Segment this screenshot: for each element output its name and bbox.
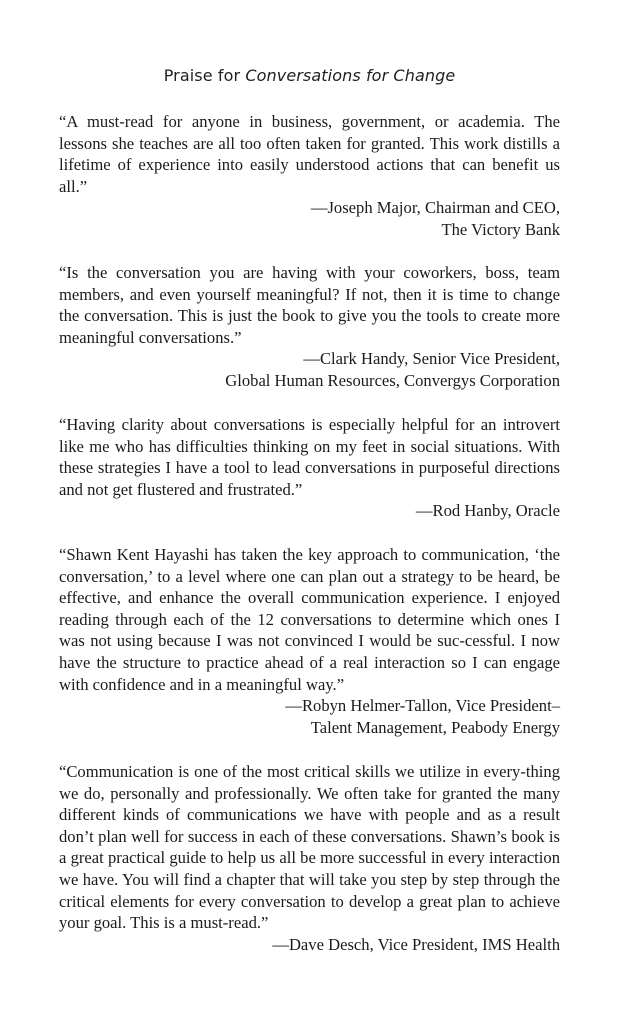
testimonial-quote: “Communication is one of the most critical skills we utilize in every-thing we do, personally and professionally. We often take for granted the many different kinds of communications we have with people and as a result don’t plan well for success in each of these conversations. Shawn’s book is a great practical guide to help us all be more successful in every interaction we have. You will find a chapter that will take you step by step through the critical elements for every conversation to develop a great plan to achieve your goal. This is a must-read.” <box>59 762 560 933</box>
attribution-line: Global Human Resources, Convergys Corporation <box>225 370 560 390</box>
testimonial-attribution <box>59 500 560 522</box>
testimonial-quote: “Shawn Kent Hayashi has taken the key approach to communication, ‘the conversation,’ to a level where one can plan out a strategy to be heard, be effective, and enhance the overall communication experience. I enjoyed reading through each of the 12 conversations to determine which ones I was not using because I was not convinced I would be suc-cessful. I now have the structure to practice ahead of a real interaction so I can engage with confidence and in a meaningful way.” <box>59 545 560 694</box>
testimonial-attribution <box>59 348 560 391</box>
book-page <box>59 0 560 1024</box>
testimonial-quote: “Having clarity about conversations is especially helpful for an introvert like me who has difficulties thinking on my feet in social situations. With these strategies I have a tool to lead conversations in purposeful directions and not get flustered and frustrated.” <box>59 415 560 499</box>
book-title: Conversations for Change <box>245 66 456 85</box>
testimonial <box>59 262 560 392</box>
attribution-line: —Joseph Major, Chairman and CEO, <box>310 198 560 218</box>
attribution-line: Talent Management, Peabody Energy <box>310 717 560 737</box>
testimonial-attribution <box>59 934 560 956</box>
attribution-line: —Robyn Helmer-Tallon, Vice President– <box>285 696 560 716</box>
testimonial <box>59 544 560 738</box>
testimonial <box>59 414 560 522</box>
testimonial <box>59 761 560 955</box>
page-title <box>59 66 560 85</box>
testimonial-attribution <box>59 197 560 240</box>
attribution-line: —Dave Desch, Vice President, IMS Health <box>272 934 560 954</box>
title-prefix: Praise for <box>163 66 246 85</box>
attribution-line: —Rod Hanby, Oracle <box>415 501 560 521</box>
testimonial-quote: “Is the conversation you are having with your coworkers, boss, team members, and even yourself meaningful? If not, then it is time to change the conversation. This is just the book to give you the tools to create more meaningful conversations.” <box>59 263 560 347</box>
testimonial-attribution <box>59 695 560 738</box>
attribution-line: —Clark Handy, Senior Vice President, <box>303 349 560 369</box>
testimonial-quote: “A must-read for anyone in business, government, or academia. The lessons she teaches are all too often taken for granted. This work distills a lifetime of experience into easily understood actions that can benefit us all.” <box>59 112 560 196</box>
testimonial <box>59 111 560 241</box>
attribution-line: The Victory Bank <box>441 219 560 239</box>
